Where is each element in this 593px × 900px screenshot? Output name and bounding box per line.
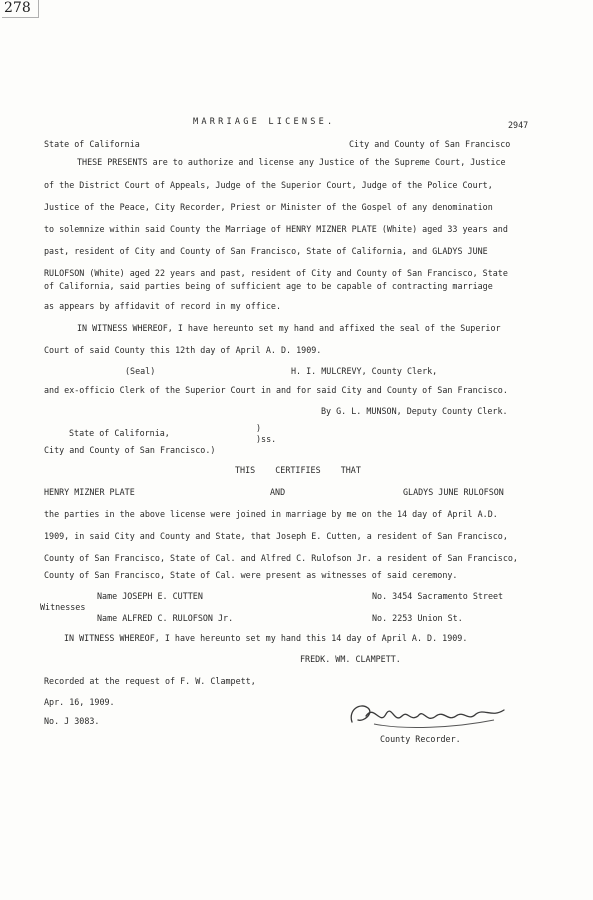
county-clerk: H. I. MULCREVY, County Clerk, <box>291 366 438 376</box>
certificate-line: County of San Francisco, State of Cal. and Alfred C. Rulofson Jr. a resident of San Francisco, <box>44 553 518 563</box>
seal-label: (Seal) <box>125 366 156 376</box>
body-line: RULOFSON (White) aged 22 years and past, resident of City and County of San Francisco, State <box>44 268 508 278</box>
license-number: 2947 <box>508 120 529 130</box>
witness1-name: Name JOSEPH E. CUTTEN <box>97 591 203 601</box>
recorded-number: No. J 3083. <box>44 716 100 726</box>
recorded-date: Apr. 16, 1909. <box>44 697 115 707</box>
witness-line: Court of said County this 12th day of April A. D. 1909. <box>44 345 322 355</box>
officiant-name: FREDK. WM. CLAMPETT. <box>300 654 401 664</box>
body-line: past, resident of City and County of San Francisco, State of California, and GLADYS JUNE <box>44 246 488 256</box>
body-line: Justice of the Peace, City Recorder, Priest or Minister of the Gospel of any denomination <box>44 202 493 212</box>
groom-name: HENRY MIZNER PLATE <box>44 487 135 497</box>
body-line: THESE PRESENTS are to authorize and license any Justice of the Supreme Court, Justice <box>77 157 506 167</box>
certifies-heading: THIS CERTIFIES THAT <box>235 465 361 475</box>
officiant-line: IN WITNESS WHEREOF, I have hereunto set my hand this 14 day of April A. D. 1909. <box>64 633 468 643</box>
page-number: 278 <box>2 0 39 18</box>
venue-ss: )ss. <box>256 434 277 444</box>
city-county-heading: City and County of San Francisco <box>349 139 511 149</box>
witness1-address: No. 3454 Sacramento Street <box>372 591 504 601</box>
certificate-line: 1909, in said City and County and State, that Joseph E. Cutten, a resident of San Francisco, <box>44 531 508 541</box>
body-line: to solemnize within said County the Marriage of HENRY MIZNER PLATE (White) aged 33 years and <box>44 224 508 234</box>
ex-officio-line: and ex-officio Clerk of the Superior Court in and for said City and County of San Francisco. <box>44 385 508 395</box>
venue-bracket: ) <box>256 423 262 433</box>
bride-name: GLADYS JUNE RULOFSON <box>403 487 504 497</box>
witness2-address: No. 2253 Union St. <box>372 613 463 623</box>
state-heading: State of California <box>44 139 140 149</box>
county-recorder-label: County Recorder. <box>380 734 461 744</box>
document-title: MARRIAGE LICENSE. <box>193 117 336 127</box>
witness2-name: Name ALFRED C. RULOFSON Jr. <box>97 613 234 623</box>
and-label: AND <box>270 487 286 497</box>
witness-line: IN WITNESS WHEREOF, I have hereunto set my hand and affixed the seal of the Superior <box>77 323 501 333</box>
deputy-clerk: By G. L. MUNSON, Deputy County Clerk. <box>321 406 508 416</box>
venue-state: State of California, <box>69 428 170 438</box>
witnesses-label: Witnesses <box>40 602 86 612</box>
body-line: of California, said parties being of sufficient age to be capable of contracting marriage <box>44 281 493 291</box>
body-line: of the District Court of Appeals, Judge of the Superior Court, Judge of the Police Court, <box>44 180 493 190</box>
recorded-request: Recorded at the request of F. W. Clampett, <box>44 676 256 686</box>
recorder-signature <box>344 696 512 736</box>
body-line: as appears by affidavit of record in my office. <box>44 301 281 311</box>
venue-city: City and County of San Francisco.) <box>44 445 216 455</box>
certificate-line: the parties in the above license were joined in marriage by me on the 14 day of April A.D. <box>44 509 498 519</box>
certificate-line: County of San Francisco, State of Cal. were present as witnesses of said ceremony. <box>44 570 458 580</box>
